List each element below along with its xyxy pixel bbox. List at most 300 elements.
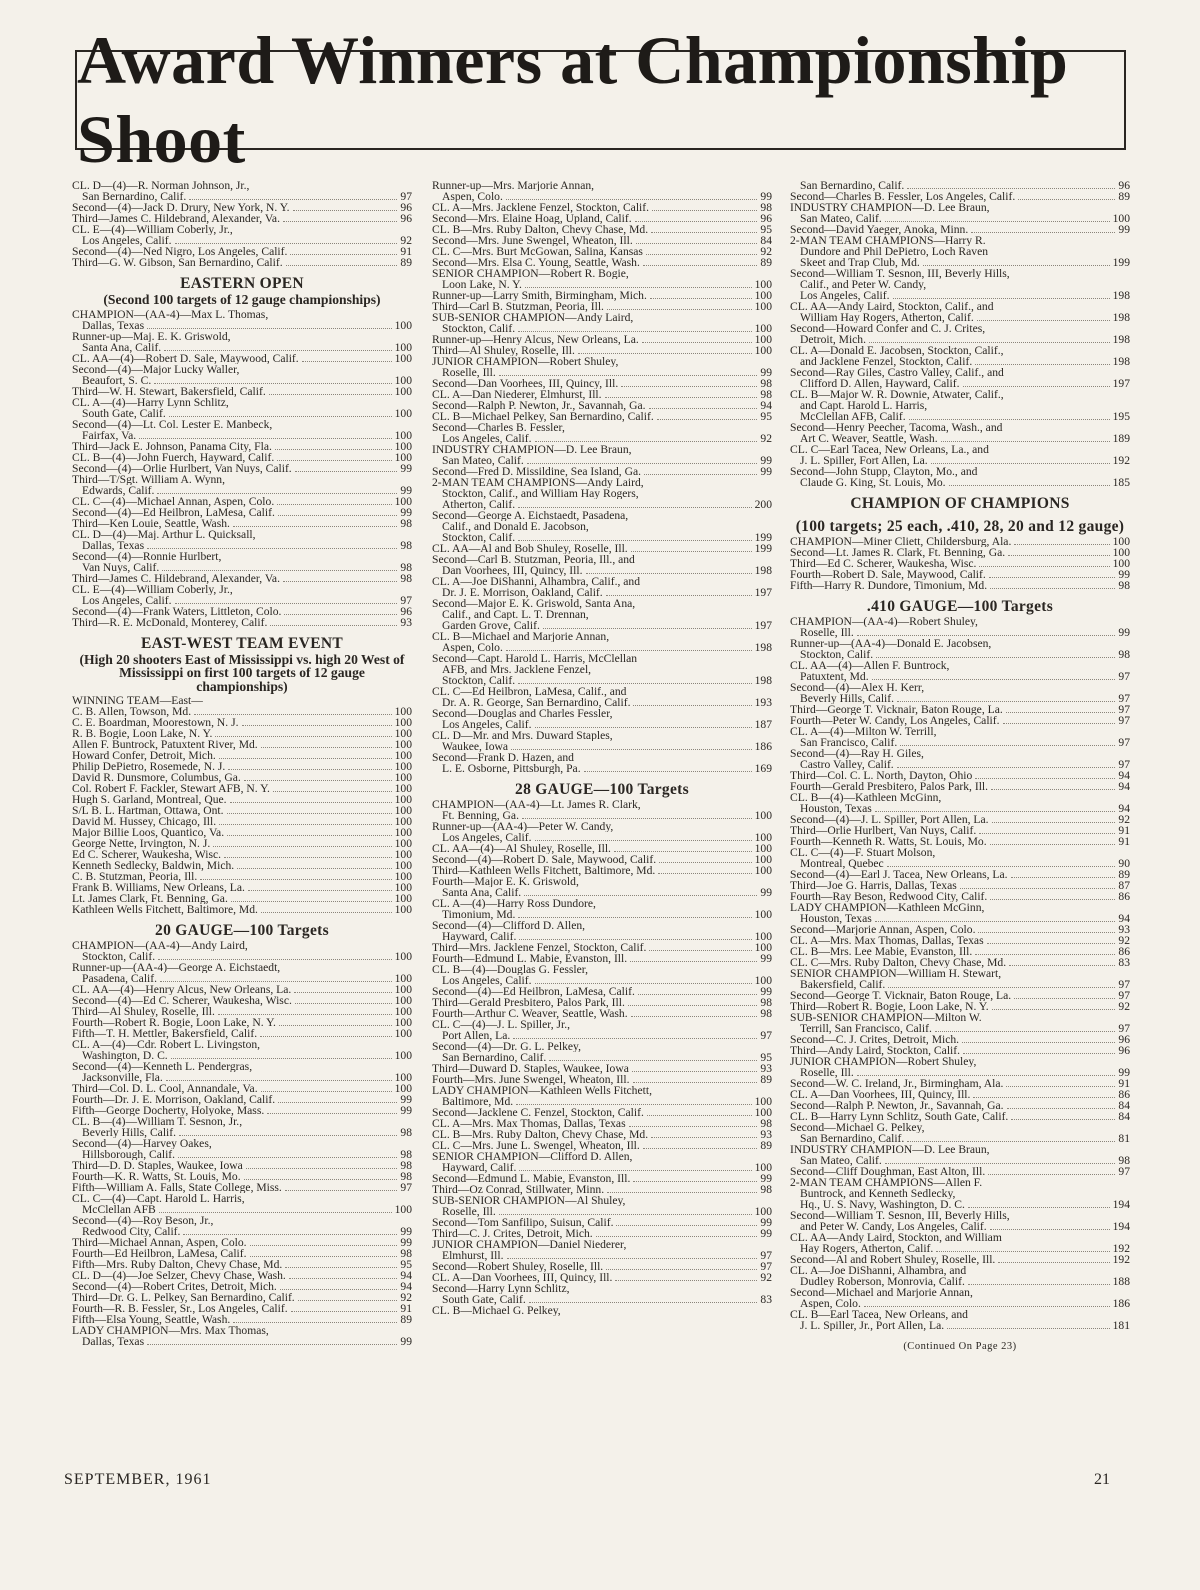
award-score: 100 [754,1162,772,1173]
award-text: Third—James C. Hildebrand, Alexander, Va. [72,572,280,584]
award-entry [790,191,1130,202]
award-text: Fifth—George Docherty, Holyoke, Mass. [72,1105,265,1116]
award-entry [432,466,772,477]
award-entry [432,1272,772,1283]
dot-leader [987,943,1116,944]
award-entry [790,1276,1130,1287]
dot-leader [522,818,752,819]
award-entry [72,1292,412,1303]
award-score: 99 [760,953,772,964]
dot-leader [516,1104,751,1105]
award-score: 97 [760,1030,772,1041]
award-score: 97 [400,594,412,606]
dot-leader [607,1192,757,1193]
dot-leader [233,1322,397,1323]
dot-leader [992,1009,1116,1010]
award-score: 97 [1118,759,1130,770]
award-text: Ft. Benning, Ga. [442,810,519,821]
award-entry [790,224,1130,235]
award-score: 84 [760,235,772,246]
award-text: CL. A—Mrs. Max Thomas, Dallas, Texas [790,935,984,946]
dot-leader [650,298,752,299]
dot-leader [261,747,392,748]
award-entry [432,532,772,543]
award-score: 100 [394,440,412,452]
award-text: 2-MAN TEAM CHAMPIONS—Allen F. [790,1177,983,1188]
award-score: 194 [1112,1199,1130,1210]
award-text: David M. Hussey, Chicago, Ill. [72,816,217,827]
award-entry [790,770,1130,781]
award-entry [432,499,772,510]
award-entry [790,990,1130,1001]
award-entry [790,1001,1130,1012]
award-entry [432,1250,772,1261]
dot-leader [979,833,1115,834]
award-score: 90 [1118,858,1130,869]
dot-leader [519,1170,751,1171]
dot-leader [647,1115,752,1116]
award-score: 100 [754,909,772,920]
award-score: 99 [400,1094,412,1105]
award-entry [790,1089,1130,1100]
award-entry [432,202,772,213]
award-text: INDUSTRY CHAMPION—D. Lee Braun, [790,202,990,213]
award-score: 87 [1118,880,1130,891]
award-text: CL. A—Joe DiShanni, Alhambra, Calif., and [432,576,641,587]
page-title: Award Winners at Championship Shoot [77,22,1069,177]
dot-leader [183,1234,397,1235]
award-entry [432,1052,772,1063]
award-entry [72,507,412,518]
dot-leader [1011,1119,1115,1120]
award-text: 2-MAN TEAM CHAMPIONS—Andy Laird, [432,477,644,488]
award-score: 100 [754,279,772,290]
award-score: 89 [1118,869,1130,880]
award-text: Dudley Roberson, Monrovia, Calif. [800,1276,965,1287]
dot-leader [857,1075,1116,1076]
award-score: 100 [394,739,412,750]
dot-leader [909,419,1110,420]
award-entry [432,1294,772,1305]
award-score: 98 [760,997,772,1008]
award-text: Ed C. Scherer, Waukesha, Wisc. [72,849,222,860]
award-text: CL. B—Michael and Marjorie Annan, [432,631,610,642]
award-text: Kenneth Sedlecky, Baldwin, Mich. [72,860,235,871]
dot-leader [227,813,392,814]
award-entry [790,1045,1130,1056]
award-entry [72,1303,412,1314]
dot-leader [1014,998,1115,999]
dot-leader [977,320,1110,321]
dot-leader [659,862,752,863]
dot-leader [154,383,391,384]
dot-leader [869,342,1110,343]
award-score: 100 [394,1204,412,1215]
award-text: Montreal, Quebec [800,858,884,869]
dot-leader [513,1038,757,1039]
award-text: CL. AA—(4)—Allen F. Buntrock, [790,660,950,671]
award-text: CL. B—Harry Lynn Schlitz, South Gate, Calif. [790,1111,1009,1122]
award-text: Fairfax, Va. [82,429,137,441]
award-text: Second—Cliff Doughman, East Alton, Ill. [790,1166,986,1177]
award-text: Second—(4)—Ray H. Giles, [790,748,924,759]
dot-leader [907,1141,1115,1142]
award-text: Second—Michael G. Pelkey, [790,1122,925,1133]
dot-leader [280,1289,398,1290]
dot-leader [631,1016,758,1017]
dot-leader [990,588,1115,589]
award-entry [432,1030,772,1041]
award-entry [72,191,412,202]
award-text: CL. AA—Andy Laird, Stockton, Calif., and [790,301,994,312]
award-entry [790,913,1130,924]
award-entry [72,441,412,452]
dot-leader [1007,1108,1116,1109]
award-score: 100 [394,772,412,783]
award-entry [790,290,1130,301]
dot-leader [616,1225,757,1226]
award-score: 193 [754,697,772,708]
section-subheading: (Second 100 targets of 12 gauge championships) [103,292,381,307]
dot-leader [286,265,398,266]
dot-leader [194,714,391,715]
dot-leader [605,397,758,398]
award-text: Fourth—Peter W. Candy, Los Angeles, Calif. [790,715,1000,726]
award-score: 100 [394,451,412,463]
dot-leader [875,811,1116,812]
dot-leader [159,1212,392,1213]
award-score: 100 [394,973,412,984]
award-text: Third—Ed C. Scherer, Waukesha, Wisc. [790,558,977,569]
award-text: SENIOR CHAMPION—Clifford D. Allen, [432,1151,633,1162]
award-text: Los Angeles, Calif. [442,832,532,843]
award-score: 100 [394,893,412,904]
award-entry [432,345,772,356]
award-entry [790,715,1130,726]
award-entry [72,772,412,783]
award-entry [790,759,1130,770]
award-score: 95 [760,1052,772,1063]
dot-leader [885,221,1110,222]
award-entry [72,706,412,717]
award-score: 98 [1118,580,1130,591]
award-entry [72,1072,412,1083]
award-score: 84 [1118,1111,1130,1122]
award-score: 197 [1112,378,1130,389]
award-entry [72,1314,412,1325]
award-text: CL. B—Michael G. Pelkey, [432,1305,561,1316]
award-text: Fourth—Kenneth R. Watts, St. Louis, Mo. [790,836,987,847]
award-text: CL. AA—(4)—Al Shuley, Roselle, Ill. [432,843,611,854]
dot-leader [535,840,752,841]
award-score: 89 [400,1314,412,1325]
dot-leader [644,474,757,475]
award-score: 192 [1112,455,1130,466]
award-entry [432,810,772,821]
award-text: CL. E—(4)—William Coberly, Jr., [72,224,233,235]
dot-leader [278,515,398,516]
award-score: 93 [760,1129,772,1140]
award-text: Second—Lt. James R. Clark, Ft. Benning, Ga. [790,547,1006,558]
award-text: LADY CHAMPION—Mrs. Max Thomas, [72,1325,269,1336]
award-entry [790,1298,1130,1309]
dot-leader [246,1168,398,1169]
award-text: Col. Robert F. Fackler, Stewart AFB, N. Y. [72,783,270,794]
award-entry [432,1118,772,1129]
award-text: CL. AA—(4)—Robert D. Sale, Maywood, Calif. [72,352,299,364]
award-entry [72,595,412,606]
award-score: 97 [1118,693,1130,704]
award-score: 100 [754,301,772,312]
award-entry [432,1129,772,1140]
dot-leader [302,361,392,362]
award-text: CHAMPION—(AA-4)—Andy Laird, [72,940,248,951]
award-score: 91 [400,1303,412,1314]
dot-leader [227,835,392,836]
award-text: Washington, D. C. [82,1050,168,1061]
award-score: 189 [1112,433,1130,444]
award-entry [72,783,412,794]
award-score: 98 [400,1149,412,1160]
award-text: Timonium, Md. [442,909,516,920]
award-text: C. B. Stutzman, Peoria, Ill. [72,871,198,882]
award-text: Houston, Texas [800,803,872,814]
award-score: 96 [400,605,412,617]
award-text: Second—Charles B. Fessler, Los Angeles, Calif. [790,191,1016,202]
award-entry [72,728,412,739]
award-text: Fourth—K. R. Watts, St. Louis, Mo. [72,1171,241,1182]
award-score: 94 [1118,803,1130,814]
award-entry [432,389,772,400]
award-score: 97 [1118,1166,1130,1177]
award-entry [432,1173,772,1184]
award-text: Second—(4)—J. L. Spiller, Port Allen, La. [790,814,989,825]
award-text: Santa Ana, Calif. [82,341,162,353]
award-score: 185 [1112,477,1130,488]
dot-leader [936,1251,1109,1252]
award-text: Third—George T. Vicknair, Baton Rouge, La. [790,704,1003,715]
award-text: CL. A—Mrs. Max Thomas, Dallas, Texas [432,1118,626,1129]
dot-leader [941,441,1110,442]
dot-leader [250,1245,398,1246]
award-entry [790,627,1130,638]
award-score: 94 [1118,781,1130,792]
dot-leader [968,1284,1110,1285]
award-entry [72,995,412,1006]
award-text: Fourth—Robert R. Bogie, Loon Lake, N. Y. [72,1017,276,1028]
dot-leader [949,485,1110,486]
award-score: 181 [1112,1320,1130,1331]
award-text: Fourth—Ray Beson, Redwood City, Calif. [790,891,988,902]
award-entry [72,761,412,772]
award-text: Fifth—William A. Falls, State College, Miss. [72,1182,282,1193]
award-text: Fourth—Ed Heilbron, LaMesa, Calif. [72,1248,247,1259]
dot-leader [224,857,392,858]
award-score: 89 [760,1140,772,1151]
award-text: Dallas, Texas [82,1336,145,1347]
award-text: Aspen, Colo. [442,191,503,202]
award-score: 100 [754,1107,772,1118]
award-entry [790,547,1130,558]
award-text: J. L. Spiller, Jr., Port Allen, La. [800,1320,945,1331]
award-score: 96 [760,213,772,224]
award-score: 98 [760,389,772,400]
dot-leader [277,460,391,461]
award-score: 99 [400,1105,412,1116]
award-score: 100 [394,429,412,441]
award-score: 192 [1112,1243,1130,1254]
award-entry [432,975,772,986]
award-entry [72,750,412,761]
award-text: Aspen, Colo. [800,1298,861,1309]
award-text: Second—Marjorie Annan, Aspen, Colo. [790,924,976,935]
award-score: 97 [1118,704,1130,715]
award-text: Calif., and Peter W. Candy, [800,279,927,290]
award-text: and Peter W. Candy, Los Angeles, Calif. [800,1221,987,1232]
dot-leader [632,1071,758,1072]
award-text: San Mateo, Calif. [800,1155,882,1166]
dot-leader [499,1214,752,1215]
award-score: 95 [760,411,772,422]
award-score: 200 [754,499,772,510]
award-entry [72,860,412,871]
award-score: 92 [1118,935,1130,946]
award-text: Second—(4)—Frank Waters, Littleton, Colo. [72,605,282,617]
dot-leader [200,879,391,880]
award-score: 96 [1118,1034,1130,1045]
award-entry [432,246,772,257]
section-heading: EASTERN OPEN [180,275,304,292]
award-score: 98 [760,1008,772,1019]
dot-leader [1011,877,1116,878]
award-entry [432,1228,772,1239]
award-entry [432,323,772,334]
award-text: Buntrock, and Kenneth Sedlecky, [800,1188,956,1199]
award-text: R. B. Bogie, Loon Lake, N. Y. [72,728,213,739]
award-text: Second—(4)—Ronnie Hurlbert, [72,550,222,562]
award-text: Second—(4)—Roy Beson, Jr., [72,1215,214,1226]
award-score: 94 [400,1270,412,1281]
award-entry [72,496,412,507]
award-text: Los Angeles, Calif. [82,235,172,246]
award-text: Claude G. King, St. Louis, Mo. [800,477,946,488]
award-entry [432,400,772,411]
award-score: 98 [400,517,412,529]
dot-leader [228,769,391,770]
award-text: Hayward, Calif. [442,1162,517,1173]
award-text: Fifth—Harry R. Dundore, Timonium, Md. [790,580,988,591]
dot-leader [888,987,1115,988]
award-score: 98 [760,378,772,389]
award-score: 98 [1118,649,1130,660]
award-text: Second—Ralph P. Newton, Jr., Savannah, Ga. [432,400,646,411]
award-text: CL. A—Joe DiShanni, Alhambra, and [790,1265,967,1276]
award-score: 198 [1112,290,1130,301]
dot-leader [963,1053,1115,1054]
award-text: Second—Capt. Harold L. Harris, McClellan [432,653,638,664]
award-entry [72,213,412,224]
dot-leader [975,364,1109,365]
award-entry [72,452,412,463]
award-entry [72,1094,412,1105]
dot-leader [897,767,1116,768]
award-entry [72,973,412,984]
dot-leader [989,577,1116,578]
award-text: CHAMPION—(AA-4)—Robert Shuley, [790,616,978,627]
award-score: 100 [754,832,772,843]
award-text: Beverly Hills, Calif. [82,1127,177,1138]
award-entry [72,1127,412,1138]
award-entry [72,951,412,962]
award-text: Third—Gerald Presbitero, Palos Park, Ill. [432,997,625,1008]
award-text: San Francisco, Calif. [800,737,898,748]
award-entry [432,1107,772,1118]
award-score: 100 [394,783,412,794]
dot-leader [973,1097,1115,1098]
award-entry [432,455,772,466]
award-text: San Mateo, Calif. [800,213,882,224]
award-entry [432,411,772,422]
award-entry [72,246,412,257]
award-score: 97 [760,1261,772,1272]
award-score: 92 [1118,814,1130,825]
issue-date: SEPTEMBER, 1961 [64,1471,212,1488]
award-text: CL. C—Earl Tacea, New Orleans, La., and [790,444,989,455]
award-text: CL. C—Mrs. Ruby Dalton, Chevy Chase, Md. [790,957,1007,968]
dot-leader [147,1344,397,1345]
award-score: 100 [394,374,412,386]
dot-leader [230,802,392,803]
award-text: CL. B—Major W. R. Downie, Atwater, Calif., [790,389,1004,400]
award-score: 100 [754,334,772,345]
award-score: 100 [394,728,412,739]
title-banner [75,22,1126,177]
award-entry [72,1006,412,1017]
award-text: Hayward, Calif. [442,931,517,942]
award-entry [432,843,772,854]
award-entry [790,891,1130,902]
dot-leader [935,1031,1116,1032]
award-text: Second—George T. Vicknair, Baton Rouge, La. [790,990,1012,1001]
award-text: Second—Jacklene C. Fenzel, Stockton, Calif. [432,1107,644,1118]
award-text: Los Angeles, Calif. [82,594,172,606]
award-entry [790,257,1130,268]
award-text: Calif., and Capt. L. T. Drennan, [442,609,589,620]
award-text: Runner-up—(AA-4)—George A. Eichstaedt, [72,962,281,973]
award-text: CL. C—(4)—J. L. Spiller, Jr., [432,1019,571,1030]
dot-leader [175,603,398,604]
award-score: 187 [754,719,772,730]
dot-leader [887,866,1116,867]
dot-leader [990,844,1116,845]
award-score: 97 [1118,1023,1130,1034]
award-score: 92 [760,433,772,444]
award-score: 199 [1112,257,1130,268]
award-entry [790,946,1130,957]
dot-leader [998,1262,1109,1263]
dot-leader [900,745,1115,746]
award-score: 100 [394,407,412,419]
award-text: CL. E—(4)—William Coberly, Jr., [72,583,233,595]
award-text: Roselle, Ill. [800,1067,854,1078]
award-text: JUNIOR CHAMPION—Robert Shuley, [790,1056,977,1067]
award-text: Santa Ana, Calif. [442,887,522,898]
award-entry [432,942,772,953]
award-entry [790,1034,1130,1045]
award-score: 97 [1118,737,1130,748]
award-score: 93 [760,1063,772,1074]
dot-leader [633,705,751,706]
